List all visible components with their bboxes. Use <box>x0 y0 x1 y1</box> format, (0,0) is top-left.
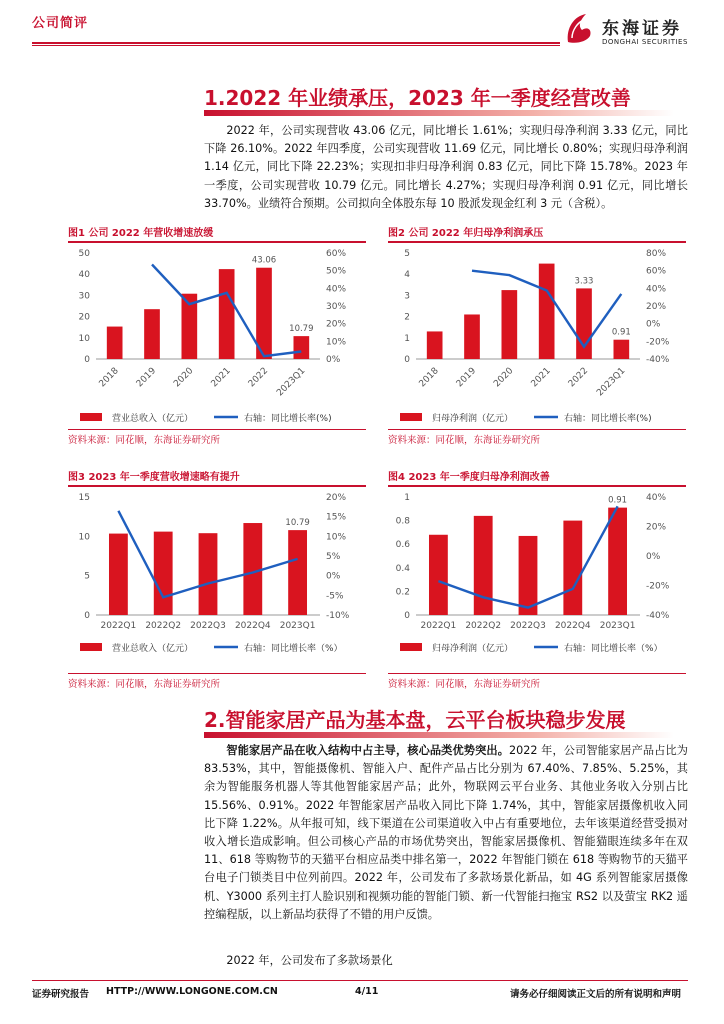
bar-2022Q3 <box>519 536 538 615</box>
legend-line-label: 右轴：同比增长率(%) <box>564 414 652 424</box>
bar-2022Q4 <box>563 521 582 615</box>
legend-bar-swatch <box>80 643 102 651</box>
y-tick-label: 10 <box>78 532 90 543</box>
y2-tick-label: 15% <box>326 512 347 523</box>
x-tick-label: 2018 <box>417 366 441 390</box>
bar-2019 <box>144 309 160 359</box>
figure-3 <box>68 468 366 690</box>
bar-2018 <box>107 327 123 359</box>
data-label: 10.79 <box>289 324 314 335</box>
figure-1-chart <box>68 243 366 429</box>
company-logo <box>562 8 702 52</box>
y2-tick-label: 60% <box>326 249 347 259</box>
figure-1-source: 资料来源：同花顺，东海证券研究所 <box>68 429 366 446</box>
legend-bar-label: 归母净利润（亿元） <box>432 644 514 654</box>
y-tick-label: 40 <box>78 270 90 281</box>
footer-rule <box>32 980 688 981</box>
bar-2023Q1 <box>608 508 627 615</box>
y-tick-label: 0 <box>404 611 410 621</box>
figure-2 <box>388 224 686 446</box>
legend-bar-label: 营业总收入（亿元） <box>112 644 194 654</box>
x-tick-label: 2018 <box>97 366 121 390</box>
footer-report-label: 证券研究报告 <box>32 989 90 1000</box>
y-tick-label: 5 <box>84 571 90 582</box>
x-tick-label: 2023Q1 <box>599 621 636 631</box>
y-tick-label: 15 <box>78 493 90 503</box>
figure-2-title: 图2 公司 2022 年归母净利润承压 <box>388 224 686 243</box>
y-tick-label: 50 <box>78 249 90 259</box>
x-tick-label: 2019 <box>454 366 479 390</box>
figure-2-source: 资料来源：同花顺，东海证券研究所 <box>388 429 686 446</box>
legend-bar-swatch <box>400 413 422 421</box>
x-tick-label: 2022Q1 <box>100 621 137 631</box>
y2-tick-label: 50% <box>326 266 347 277</box>
y2-tick-label: 10% <box>326 337 347 348</box>
legend-bar-label: 归母净利润（亿元） <box>432 414 514 424</box>
bar-2022Q2 <box>154 532 173 615</box>
data-label: 0.91 <box>608 495 628 506</box>
y-tick-label: 30 <box>78 291 90 302</box>
bar-2019 <box>464 314 480 359</box>
bar-2018 <box>427 331 443 359</box>
section1-title-bar <box>204 110 674 116</box>
x-tick-label: 2022Q2 <box>465 621 502 631</box>
y2-tick-label: 40% <box>326 284 347 295</box>
x-tick-label: 2022 <box>246 366 271 390</box>
y-tick-label: 2 <box>404 312 410 323</box>
section2-paragraph-2: 2022 年，公司发布了多款场景化 <box>226 954 393 967</box>
section1-paragraph: 2022 年，公司实现营收 43.06 亿元，同比增长 1.61%；实现归母净利润 3.33 亿元，同比下降 26.10%。2022 年四季度，公司实现营收 11.69 亿元，同比增长 0.80%；实现归母净利润 1.14 亿元，同比下降 22.23%；实现扣非归母净利润 0.83 亿元，同比下降 15.78%。2023 年一季度，公司实现营收 10.79 亿元。同比增长 4.27%；实现归母净利润 0.91 亿元，同比增长 33.70%。业绩符合预期。公司拟向全体股东每 10 股派发现金红利 3 元（含税）。 <box>204 124 688 210</box>
x-tick-label: 2021 <box>209 366 233 390</box>
section1-title: 1.2022 年业绩承压，2023 年一季度经营改善 <box>204 86 631 110</box>
y2-tick-label: 20% <box>326 319 347 330</box>
y-tick-label: 0.6 <box>395 540 410 551</box>
x-tick-label: 2022Q1 <box>420 621 457 631</box>
y2-tick-label: 0% <box>646 319 661 330</box>
legend-bar-swatch <box>400 643 422 651</box>
legend-line-label: 右轴：同比增长率（%） <box>244 644 343 654</box>
x-tick-label: 2023Q1 <box>595 366 628 399</box>
y-tick-label: 20 <box>78 312 90 323</box>
y2-tick-label: 60% <box>646 266 667 277</box>
data-label: 10.79 <box>285 518 310 529</box>
bar-2022Q1 <box>429 535 448 615</box>
footer-disclaimer: 请务必仔细阅读正文后的所有说明和声明 <box>510 989 682 1000</box>
figure-4-source: 资料来源：同花顺，东海证券研究所 <box>388 673 686 690</box>
y2-tick-label: -5% <box>326 591 344 602</box>
figure-1-title: 图1 公司 2022 年营收增速放缓 <box>68 224 366 243</box>
y-tick-label: 10 <box>78 333 90 344</box>
section2-paragraph <box>204 742 688 924</box>
logo-emblem-icon <box>562 8 598 48</box>
y-tick-label: 1 <box>404 493 410 503</box>
y-tick-label: 3 <box>404 291 410 302</box>
x-tick-label: 2022Q4 <box>554 621 591 631</box>
figure-1 <box>68 224 366 446</box>
section2-lead: 智能家居产品在收入结构中占主导，核心品类优势突出。 <box>226 744 509 757</box>
x-tick-label: 2022Q4 <box>234 621 271 631</box>
y-tick-label: 0.2 <box>395 587 410 598</box>
bar-2021 <box>219 269 235 359</box>
figure-3-chart <box>68 487 366 673</box>
x-tick-label: 2022 <box>566 366 591 390</box>
logo-name-en: DONGHAI SECURITIES <box>602 38 688 46</box>
report-type-tag: 公司简评 <box>32 16 89 31</box>
y-tick-label: 0 <box>84 611 90 621</box>
y2-tick-label: 20% <box>326 493 347 503</box>
bar-2022Q3 <box>199 533 218 615</box>
figure-3-title: 图3 2023 年一季度营收增速略有提升 <box>68 468 366 487</box>
y-tick-label: 0 <box>84 355 90 365</box>
data-label: 0.91 <box>611 327 631 338</box>
y2-tick-label: 0% <box>326 355 341 365</box>
y2-tick-label: 5% <box>326 552 341 562</box>
y2-tick-label: -40% <box>646 611 670 621</box>
y-tick-label: 0.8 <box>395 516 410 527</box>
y2-tick-label: 20% <box>646 522 667 533</box>
y2-tick-label: 80% <box>646 249 667 259</box>
y2-tick-label: 40% <box>646 493 667 503</box>
y-tick-label: 0.4 <box>395 563 410 574</box>
section2-body: 2022 年，公司智能家居产品占比为 83.53%，其中，智能摄像机、智能入户、配件产品占比分别为 67.40%、7.85%、5.25%，其余为智能服务机器人等其他智能家居产品；此外，物联网云平台业务、其他业务收入分别占比 15.56%、0.91%。2022 年智能家居产品收入同比下降 1.74%，其中，智能家居摄像机收入同比下降 1.22%。从年报可知，线下渠道在公司渠道收入中占有重要地位，去年该渠道经营受损对收入增长造成影响。但公司核心产品的市场优势突出，智能家居摄像机、智能猫眼连续多年在双 11、618 等购物节的天猫平台相应品类中排名第一，2022 年智能门锁在 618 等购物节的天猫平台电子门锁类目中位列前四。2022 年，公司发布了多款场景化新品，如 4G 系列智能家居摄像机、Y3000 系列主打人脸识别和视频功能的智能门锁、新一代智能扫拖宝 RS2 以及萤宝 RK2 遥控编程版，以上新品均获得了不错的用户反馈。 <box>204 744 688 921</box>
data-label: 3.33 <box>574 276 594 287</box>
x-tick-label: 2020 <box>492 366 516 390</box>
x-tick-label: 2022Q3 <box>510 621 546 631</box>
legend-bar-label: 营业总收入（亿元） <box>112 414 194 424</box>
section2-title-bar <box>204 732 674 738</box>
legend-line-label: 右轴：同比增长率(%) <box>244 414 332 424</box>
figure-2-chart <box>388 243 686 429</box>
bar-2022Q2 <box>474 516 493 615</box>
y2-tick-label: 40% <box>646 284 667 295</box>
y2-tick-label: -20% <box>646 337 670 348</box>
bar-2022Q1 <box>109 534 128 615</box>
bar-2023Q1 <box>288 530 307 615</box>
x-tick-label: 2021 <box>529 366 553 390</box>
bar-2023Q1 <box>293 336 309 359</box>
y2-tick-label: 10% <box>326 532 347 543</box>
y-tick-label: 4 <box>404 270 410 281</box>
figure-3-source: 资料来源：同花顺，东海证券研究所 <box>68 673 366 690</box>
y2-tick-label: 0% <box>646 552 661 562</box>
bar-2022Q4 <box>243 523 262 615</box>
figure-4-chart <box>388 487 686 673</box>
figure-4-title: 图4 2023 年一季度归母净利润改善 <box>388 468 686 487</box>
y2-tick-label: 20% <box>646 302 667 312</box>
header-rule-thin <box>32 45 560 46</box>
y2-tick-label: 30% <box>326 302 347 312</box>
bar-2023Q1 <box>613 340 629 359</box>
y2-tick-label: -20% <box>646 581 670 592</box>
x-tick-label: 2022Q3 <box>190 621 226 631</box>
x-tick-label: 2020 <box>172 366 196 390</box>
logo-name-cn: 东海证券 <box>602 19 682 39</box>
y2-tick-label: -10% <box>326 611 350 621</box>
y-tick-label: 5 <box>404 249 410 259</box>
legend-bar-swatch <box>80 413 102 421</box>
page-number: 4/11 <box>355 986 379 997</box>
data-label: 43.06 <box>251 255 277 266</box>
bar-2020 <box>501 290 517 359</box>
bar-2021 <box>539 264 555 359</box>
y-tick-label: 1 <box>404 333 410 344</box>
y-tick-label: 0 <box>404 355 410 365</box>
footer-url-link[interactable]: HTTP://WWW.LONGONE.COM.CN <box>106 986 278 997</box>
section2-title: 2.智能家居产品为基本盘，云平台板块稳步发展 <box>204 708 626 732</box>
x-tick-label: 2023Q1 <box>279 621 316 631</box>
x-tick-label: 2022Q2 <box>145 621 182 631</box>
y2-tick-label: 0% <box>326 571 341 582</box>
figure-4 <box>388 468 686 690</box>
legend-line-label: 右轴：同比增长率（%） <box>564 644 663 654</box>
x-tick-label: 2023Q1 <box>275 366 308 399</box>
y2-tick-label: -40% <box>646 355 670 365</box>
header-rule <box>32 42 560 44</box>
x-tick-label: 2019 <box>134 366 159 390</box>
